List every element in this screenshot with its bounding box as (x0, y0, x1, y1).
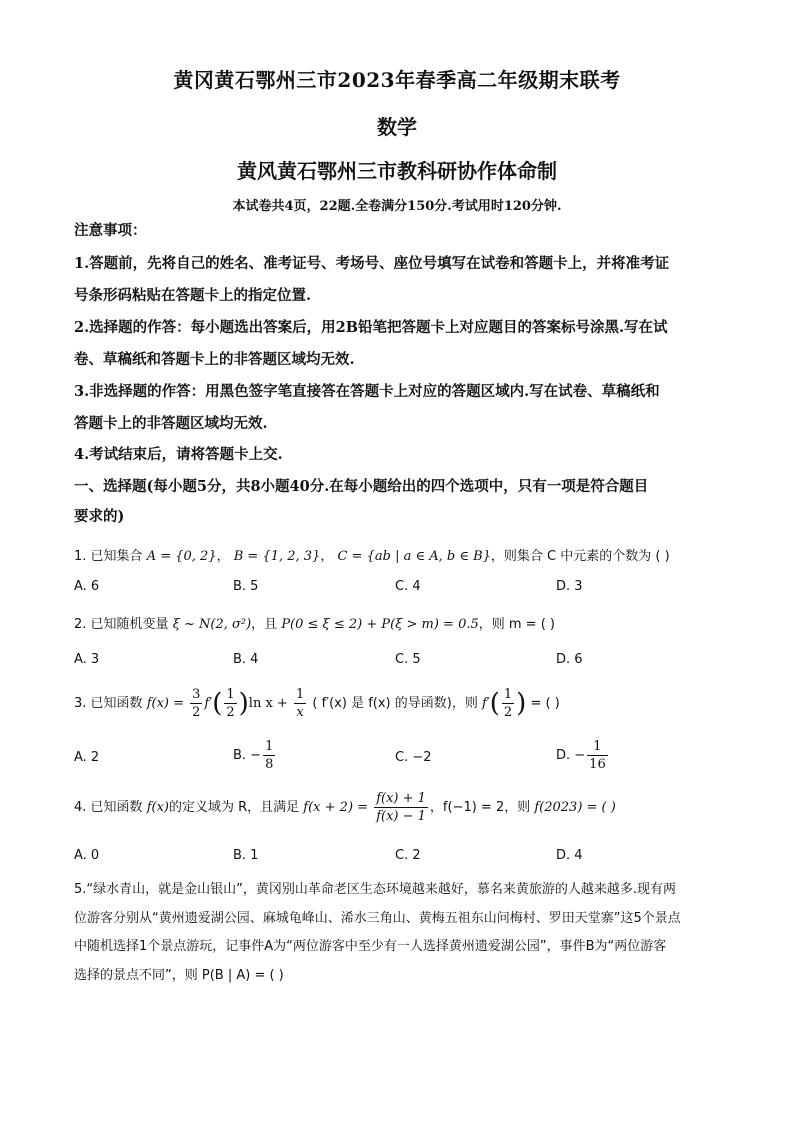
q3-ask-fraction (502, 686, 514, 721)
question-2 (74, 613, 555, 632)
note-line-5: 3.非选择题的作答：用黑色签字笔直接答在答题卡上对应的答题区域内.写在试卷、草稿纸和 (74, 383, 660, 400)
q3-inv-num: 1 (295, 687, 305, 702)
q3-note: ( f′(x) 是 f(x) 的导函数)，则 (312, 696, 478, 711)
q1-set-c: C = {ab | a ∈ A, b ∈ B} (337, 549, 491, 564)
q3-ask-tail: = ( ) (530, 696, 560, 711)
section-heading-line-1: 一、选择题(每小题5分，共8小题40分.在每小题给出的四个选项中，只有一项是符合题目 (74, 478, 649, 495)
q3-option-a: A. 2 (74, 750, 100, 765)
q1-prefix: 1. 已知集合 (74, 549, 143, 564)
q4-fx: f(x) (146, 800, 169, 815)
q1-option-d: D. 3 (556, 579, 583, 594)
q1-option-b: B. 5 (233, 579, 259, 594)
q1-option-c: C. 4 (395, 579, 421, 594)
q3-option-b (233, 738, 277, 773)
q2-distribution: ξ ~ N(2, σ²) (172, 617, 252, 632)
q4-option-c: C. 2 (395, 848, 421, 863)
exam-title: 黄冈黄石鄂州三市2023年春季高二年级期末联考 (173, 68, 621, 92)
q2-prefix: 2. 已知随机变量 (74, 617, 169, 632)
question-3: 3. 已知函数 f(x) = $\frac{3}{2}$ f′( $\frac{1}{2}$ )ln x + $\frac{1}{x}$ ( f′(x) 是 f(x) 的导函数)，则 f′( $\frac{1}{2}$ ) = ( ) (74, 687, 560, 720)
q3-option-b-num: 1 (265, 739, 274, 754)
q5-line-3: 中随机选择1个景点游玩，记事件A为“两位游客中至少有一人选择黄州遗爱湖公园”，事件B为“两位游客 (74, 939, 667, 954)
question-4 (74, 790, 616, 825)
q4-fraction (374, 790, 428, 825)
q4-option-b: B. 1 (233, 848, 259, 863)
note-line-1: 1.答题前，先将自己的姓名、准考证号、考场号、座位号填写在试卷和答题卡上，并将准考证 (74, 255, 670, 272)
q2-condition: P(0 ≤ ξ ≤ 2) + P(ξ > m) = 0.5 (281, 617, 479, 632)
q2-option-d: D. 6 (556, 652, 583, 667)
q3-coef-den: 2 (192, 705, 201, 720)
section-heading-line-2: 要求的) (74, 508, 125, 525)
q4-prefix: 4. 已知函数 (74, 800, 143, 815)
q3-ask-den: 2 (503, 705, 513, 720)
q3-option-d-prefix: D. − (556, 748, 586, 763)
note-line-6: 答题卡上的非答题区域均无效. (74, 415, 268, 432)
note-line-4: 卷、草稿纸和答题卡上的非答题区域均无效. (74, 351, 355, 368)
note-line-3: 2.选择题的作答：每小题选出答案后，用2B铅笔把答题卡上对应题目的答案标号涂黑.写在试 (74, 319, 668, 336)
notes-heading: 注意事项： (74, 222, 147, 239)
q3-option-b-fraction (263, 738, 275, 773)
q3-ask-num: 1 (503, 687, 513, 702)
q2-option-a: A. 3 (74, 652, 100, 667)
q4-option-a: A. 0 (74, 848, 100, 863)
q3-option-d-den: 16 (589, 757, 606, 772)
q5-line-2: 位游客分别从“黄州遗爱湖公园、麻城龟峰山、浠水三角山、黄梅五祖东山问梅村、罗田天堂寨”这5个景点 (74, 910, 681, 926)
q1-option-a: A. 6 (74, 579, 100, 594)
question-5 (74, 876, 724, 990)
q1-set-b: B = {1, 2, 3} (233, 549, 321, 564)
q1-suffix: ，则集合 C 中元素的个数为 ( ) (490, 549, 670, 564)
q3-prefix: 3. 已知函数 (74, 696, 143, 711)
q3-option-d-num: 1 (587, 738, 608, 756)
q3-fprime: f′ (204, 696, 213, 711)
exam-intro: 本试卷共4页，22题.全卷满分150分.考试用时120分钟. (232, 199, 562, 214)
subject-title: 数学 (377, 115, 417, 139)
q3-half-den: 2 (226, 705, 235, 720)
note-line-7: 4.考试结束后，请将答题卡上交. (74, 446, 283, 463)
q5-line-4: 选择的景点不同”，则 P(B | A) = ( ) (74, 967, 284, 983)
q3-lnx: ln x + (248, 696, 288, 711)
q3-option-c: C. −2 (395, 750, 432, 765)
q3-coef-num: 3 (192, 687, 201, 702)
q3-inv-den: x (296, 705, 304, 720)
q2-option-c: C. 5 (395, 652, 421, 667)
q4-ask: f(2023) = ( ) (534, 800, 616, 815)
q4-lhs: f(x + 2) = (303, 800, 369, 815)
q4-cond2: ，f(−1) = 2，则 (429, 800, 531, 815)
q2-mid: ，且 (251, 617, 278, 632)
q2-option-b: B. 4 (233, 652, 259, 667)
note-line-2: 号条形码粘贴在答题卡上的指定位置. (74, 287, 312, 304)
q1-set-a: A = {0, 2} (146, 549, 217, 564)
question-1: 1. 已知集合 A = {0, 2}， B = {1, 2, 3}， C = {ab | a ∈ A, b ∈ B}，则集合 C 中元素的个数为 ( ) (74, 549, 670, 564)
q3-half-num: 1 (226, 687, 235, 702)
q3-ask: f′ (481, 696, 490, 711)
q3-coef-fraction (190, 686, 202, 721)
q3-option-d-fraction (587, 738, 608, 773)
q3-option-b-den: 8 (265, 757, 274, 772)
q3-half-fraction (224, 686, 236, 721)
q5-line-1: 5.“绿水青山，就是金山银山”，黄冈别山革命老区生态环境越来越好，慕名来黄旅游的人越来越多.现有两 (74, 882, 677, 897)
q4-den: f(x) − 1 (376, 809, 426, 824)
q4-domain: 的定义域为 R，且满足 (168, 800, 300, 815)
q2-suffix: ，则 m = ( ) (478, 617, 555, 632)
q3-option-d (556, 738, 610, 773)
q3-option-b-prefix: B. − (233, 748, 262, 763)
organizer-title: 黄风黄石鄂州三市教科研协作体命制 (237, 159, 557, 183)
q3-inv-fraction (294, 686, 306, 721)
q4-num: f(x) + 1 (376, 791, 426, 806)
q3-fx: f(x) = (146, 696, 184, 711)
q4-option-d: D. 4 (556, 848, 583, 863)
